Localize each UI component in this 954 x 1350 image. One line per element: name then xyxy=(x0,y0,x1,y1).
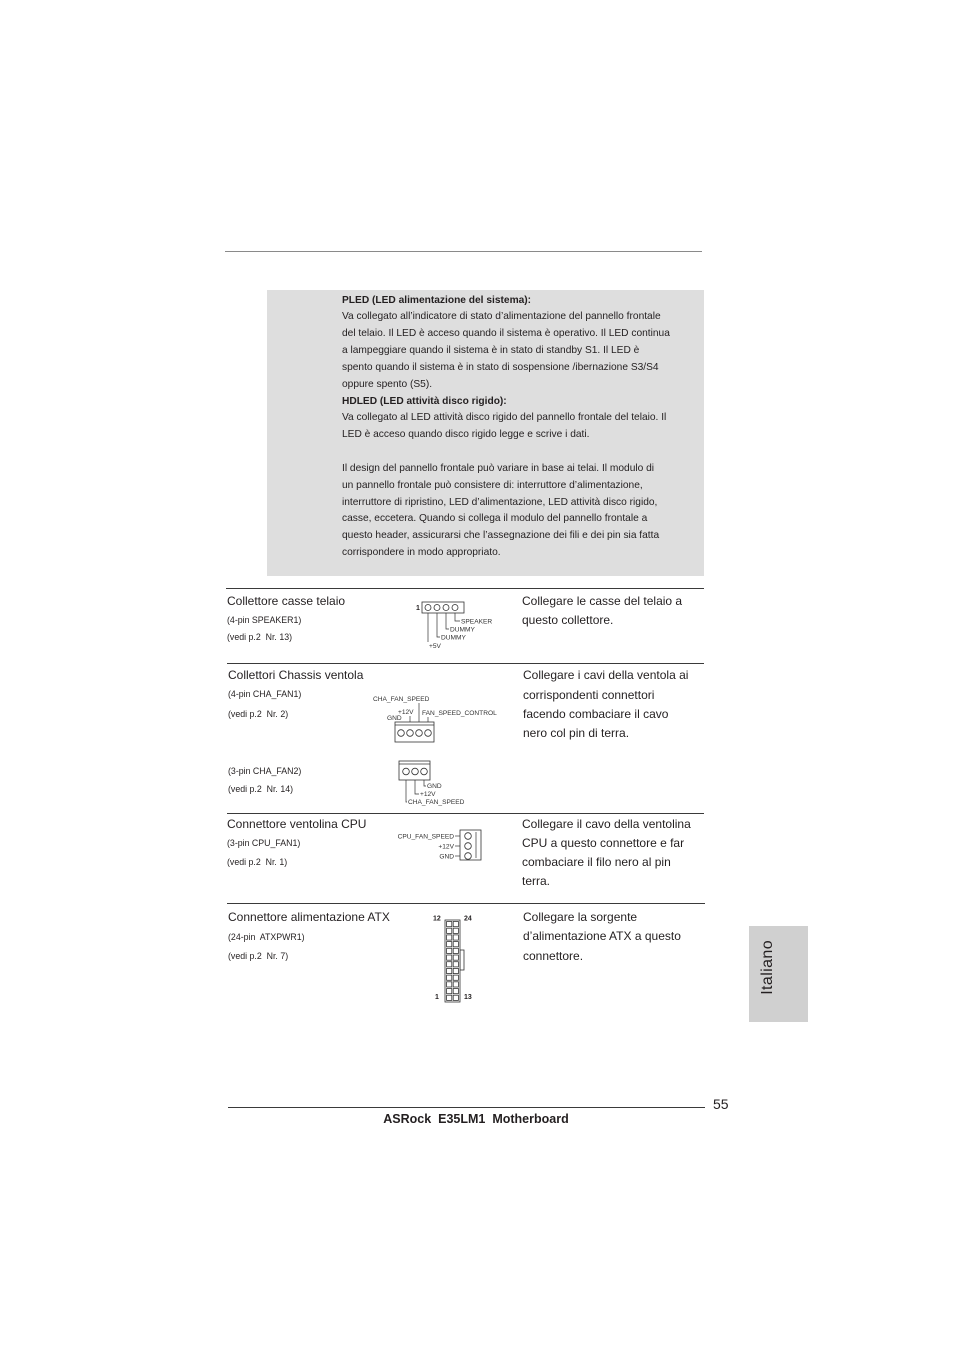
pin xyxy=(407,730,414,737)
pled-text-line: Va collegato all’indicatore di stato d’alimentazione del pannello frontale xyxy=(342,311,661,323)
wire-label: +12V xyxy=(438,843,454,851)
pled-heading: PLED (LED alimentazione del sistema): xyxy=(342,294,532,306)
section-divider xyxy=(227,663,704,664)
pin-number-label: 12 xyxy=(433,915,441,923)
section-pin-label: (4-pin SPEAKER1) xyxy=(227,614,302,625)
section-divider xyxy=(227,903,705,904)
pin xyxy=(443,605,449,611)
hdled-heading: HDLED (LED attività disco rigido): xyxy=(342,395,507,407)
wire-label: DUMMY xyxy=(450,626,475,634)
pin-cell xyxy=(447,942,452,947)
section-pin-label: (4-pin CHA_FAN1) xyxy=(228,689,302,699)
section-description-line: facendo combaciare il cavo xyxy=(523,707,669,721)
section-description-line: questo collettore. xyxy=(522,613,614,627)
cpu-fan-3pin-diagram xyxy=(394,826,486,864)
wire-label: FAN_SPEED_CONTROL xyxy=(422,710,497,717)
section-description-line: Collegare le casse del telaio a xyxy=(522,594,683,608)
wire xyxy=(437,613,440,637)
pin xyxy=(425,605,431,611)
pin-cell xyxy=(453,942,458,947)
pin xyxy=(412,768,419,775)
wire-label: CHA_FAN_SPEED xyxy=(408,799,465,806)
design-text-line: interruttore di ripristino, LED d’alimentazione, LED attività disco rigido, xyxy=(342,496,658,508)
section-reference: (vedi p.2 Nr. 7) xyxy=(228,951,289,961)
wire-label: CHA_FAN_SPEED xyxy=(373,696,430,703)
wire xyxy=(406,780,407,802)
language-tab-label: Italiano xyxy=(759,940,776,995)
wire xyxy=(424,780,426,786)
pin xyxy=(434,605,440,611)
pin-cell xyxy=(447,982,452,987)
wire-label: +12V xyxy=(398,709,414,716)
section-divider xyxy=(226,588,704,589)
pin-cell xyxy=(447,955,452,960)
wire-label: +12V xyxy=(420,791,436,798)
section-description-line: connettore. xyxy=(523,949,584,963)
section-title-chassis-fan: Collettori Chassis ventola xyxy=(228,668,364,682)
section-description-line: Collegare i cavi della ventola ai xyxy=(523,668,689,682)
pin-cell xyxy=(453,935,458,940)
pin-number-label: 13 xyxy=(464,994,472,1001)
section-description-line: terra. xyxy=(522,874,551,888)
section-description-line: combaciare il filo nero al pin xyxy=(522,855,671,869)
section-title-cpu-fan: Connettore ventolina CPU xyxy=(227,817,367,831)
section-reference: (vedi p.2 Nr. 14) xyxy=(228,784,294,794)
wire-label: CPU_FAN_SPEED xyxy=(397,833,454,841)
header-rule xyxy=(225,251,702,252)
footer-rule xyxy=(228,1107,705,1109)
wire-label: GND xyxy=(427,783,442,790)
section-reference: (vedi p.2 Nr. 13) xyxy=(227,632,293,642)
pled-text-line: spento quando il sistema è in stato di sospensione /ibernazione S3/S4 xyxy=(342,361,659,373)
section-reference: (vedi p.2 Nr. 1) xyxy=(227,857,288,867)
section-description-line: CPU a questo connettore e far xyxy=(522,836,685,850)
wire-label: DUMMY xyxy=(441,634,466,642)
pin-number-label: 24 xyxy=(464,915,472,923)
wire-label: +5V xyxy=(429,643,441,650)
product-name: ASRock E35LM1 Motherboard xyxy=(383,1112,569,1126)
language-tab xyxy=(749,926,808,1022)
pin-cell xyxy=(447,975,452,980)
pin xyxy=(421,768,428,775)
wire xyxy=(446,613,449,629)
pin xyxy=(465,853,472,860)
blank-line xyxy=(342,444,670,461)
section-description-line: Collegare il cavo della ventolina xyxy=(522,817,691,831)
section-description-line: d’alimentazione ATX a questo xyxy=(523,929,681,943)
wire-label: GND xyxy=(387,715,402,722)
pin-cell xyxy=(453,928,458,933)
pin xyxy=(425,730,432,737)
pin-cell xyxy=(453,975,458,980)
page-number: 55 xyxy=(713,1096,729,1112)
wire-label: GND xyxy=(439,853,454,861)
design-text-line: casse, eccetera. Quando si collega il modulo del pannello frontale a xyxy=(342,513,648,525)
pin-cell xyxy=(447,935,452,940)
wire-label: SPEAKER xyxy=(461,618,493,626)
pin xyxy=(452,605,458,611)
section-pin-label: (3-pin CPU_FAN1) xyxy=(227,838,301,848)
pled-text-line: oppure spento (S5). xyxy=(342,378,433,390)
atx-24pin-diagram xyxy=(428,911,478,1003)
design-text-line: un pannello frontale può consistere di: interruttore d’alimentazione, xyxy=(342,479,643,491)
section-description-line: Collegare la sorgente xyxy=(523,910,638,924)
pin-cell xyxy=(447,968,452,973)
design-text-line: questo header, assicurarsi che l’assegnazione dei fili e dei pin sia fatta xyxy=(342,530,660,542)
pin xyxy=(416,730,423,737)
speaker-header-diagram xyxy=(414,598,496,650)
section-title-atx-power: Connettore alimentazione ATX xyxy=(228,910,390,924)
section-title-speaker: Collettore casse telaio xyxy=(227,594,346,608)
pin-cell xyxy=(453,989,458,994)
pin-cell xyxy=(447,962,452,967)
pin-cell xyxy=(453,955,458,960)
hdled-text-line: LED è acceso quando disco rigido legge e scrive i dati. xyxy=(342,429,590,441)
pin-cell xyxy=(453,922,458,927)
section-reference: (vedi p.2 Nr. 2) xyxy=(228,709,289,719)
section-description-line: corrispondenti connettori xyxy=(523,688,655,702)
info-box-text xyxy=(342,293,670,563)
pin xyxy=(403,768,410,775)
wire xyxy=(455,613,460,621)
section-divider xyxy=(227,813,704,814)
pin-cell xyxy=(453,995,458,1000)
pin-cell xyxy=(453,982,458,987)
pin-number-label: 1 xyxy=(435,994,439,1001)
section-pin-label: (24-pin ATXPWR1) xyxy=(228,932,305,942)
connector-notch xyxy=(460,950,464,970)
cha-fan1-4pin-diagram xyxy=(370,690,510,746)
pled-text-line: a lampeggiare quando il sistema è in stato di standby S1. Il LED è xyxy=(342,345,640,357)
design-text-line: corrispondere in modo appropriato. xyxy=(342,547,501,559)
section-pin-label: (3-pin CHA_FAN2) xyxy=(228,766,302,776)
pled-text-line: del telaio. Il LED è acceso quando il sistema è operativo. Il LED continua xyxy=(342,328,670,340)
pin-cell xyxy=(447,995,452,1000)
pin xyxy=(465,833,472,840)
pin-cell xyxy=(447,948,452,953)
pin-cell xyxy=(447,922,452,927)
section-description-line: nero col pin di terra. xyxy=(523,726,630,740)
cha-fan2-3pin-diagram xyxy=(396,757,470,807)
pin xyxy=(398,730,405,737)
pin-cell xyxy=(453,962,458,967)
wire xyxy=(415,780,419,794)
hdled-text-line: Va collegato al LED attività disco rigido del pannello frontale del telaio. Il xyxy=(342,412,667,424)
pin-cell xyxy=(447,989,452,994)
pin-cell xyxy=(453,968,458,973)
pin1-marker: 1 xyxy=(416,605,420,612)
pin-cell xyxy=(447,928,452,933)
design-text-line: Il design del pannello frontale può variare in base ai telai. Il modulo di xyxy=(342,462,655,474)
pin xyxy=(465,843,472,850)
pin-cell xyxy=(453,948,458,953)
